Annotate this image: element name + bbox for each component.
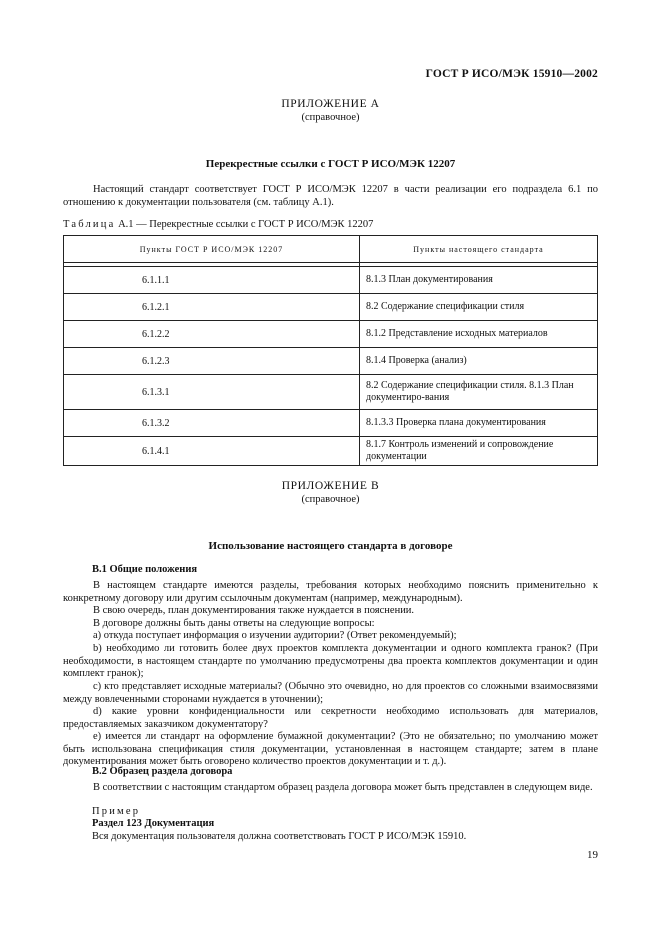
table-cell: 6.1.1.1 [64,267,360,294]
table-caption [63,219,373,230]
annex-a-intro: Настоящий стандарт соответствует ГОСТ Р ИСО/МЭК 12207 в части реализации его подраздела 6.1 по отношению к документации пользователя (см. таблицу А.1). [63,184,598,208]
cross-reference-table [63,235,598,466]
table-cell: 8.1.3.3 Проверка плана документирования [360,410,598,437]
table-header-cell: Пункты настоящего стандарта [360,236,598,263]
paragraph: с) кто представляет исходные материалы? (Обычно это очевидно, но для проектов со сложными взаимосвязями между вовлеченными сторонами нуждается в уточнении); [63,681,598,705]
table-row [64,321,598,348]
example-label: Пример [92,806,141,817]
table-header-cell: Пункты ГОСТ Р ИСО/МЭК 12207 [64,236,360,263]
table-row [64,348,598,375]
paragraph: В свою очередь, план документирования также нуждается в пояснении. [93,605,415,616]
table-row [64,410,598,437]
table-row [64,375,598,410]
annex-a-heading: Перекрестные ссылки с ГОСТ Р ИСО/МЭК 12207 [205,158,456,170]
table-cell: 6.1.3.1 [64,375,360,410]
table-cell: 6.1.2.1 [64,294,360,321]
table-row [64,294,598,321]
paragraph: d) какие уровни конфиденциальности или секретности необходимо использовать для материалов, предоставляемых заказчиком документатору? [63,706,598,730]
table-cell: 6.1.3.2 [64,410,360,437]
paragraph: В договоре должны быть даны ответы на следующие вопросы: [93,618,375,629]
table-cell: 8.1.3 План документирования [360,267,598,294]
table-cell: 6.1.4.1 [64,437,360,466]
section-b2-title: В.2 Образец раздела договора [92,766,233,777]
paragraph: В настоящем стандарте имеются разделы, требования которых необходимо пояснить применительно к конкретному договору или другим ссылочным документам (например, международным). [63,580,598,604]
b2-paragraph: В соответствии с настоящим стандартом образец раздела договора может быть представлен в следующем виде. [93,782,593,793]
section-b1-title: В.1 Общие положения [92,564,198,575]
standard-code-header: ГОСТ Р ИСО/МЭК 15910—2002 [425,68,598,80]
paragraph: b) необходимо ли готовить более двух проектов комплекта документации и одного комплекта гранок? (При необходимости, в настоящем стандарте по умолчанию предусмотрены два проекта комплектов документации и один комплект гранок); [63,643,598,680]
annex-a-subtitle: (справочное) [301,112,360,123]
paragraph: а) откуда поступает информация о изучении аудитории? (Ответ рекомендуемый); [93,630,457,641]
contract-section-label: Раздел 123 Документация [92,818,215,829]
table-caption-prefix: Таблица [63,219,116,230]
table-row [64,437,598,466]
table-row [64,267,598,294]
table-caption-rest: А.1 — Перекрестные ссылки с ГОСТ Р ИСО/МЭК 12207 [118,219,374,230]
table-cell: 6.1.2.3 [64,348,360,375]
table-cell: 8.2 Содержание спецификации стиля. 8.1.3 План документиро-вания [360,375,598,410]
table-header-row [64,236,598,263]
paragraph: е) имеется ли стандарт на оформление бумажной документации? (Это не обязательно; по умолчанию может быть использована спецификация стиля документации, установленная в настоящем стандарте; затем в плане документирования может быть оговорено количество проектов документации и т. д.). [63,731,598,768]
contract-section-text: Вся документация пользователя должна соответствовать ГОСТ Р ИСО/МЭК 15910. [92,831,467,842]
annex-b-heading: Использование настоящего стандарта в договоре [208,540,453,552]
table-cell: 8.1.2 Представление исходных материалов [360,321,598,348]
annex-a-title: ПРИЛОЖЕНИЕ А [281,98,380,110]
table-cell: 8.1.7 Контроль изменений и сопровождение документации [360,437,598,466]
table-cell: 8.2 Содержание спецификации стиля [360,294,598,321]
table-cell: 6.1.2.2 [64,321,360,348]
annex-b-subtitle: (справочное) [301,494,360,505]
annex-b-title: ПРИЛОЖЕНИЕ В [281,480,380,492]
table-cell: 8.1.4 Проверка (анализ) [360,348,598,375]
page-number: 19 [587,849,598,861]
